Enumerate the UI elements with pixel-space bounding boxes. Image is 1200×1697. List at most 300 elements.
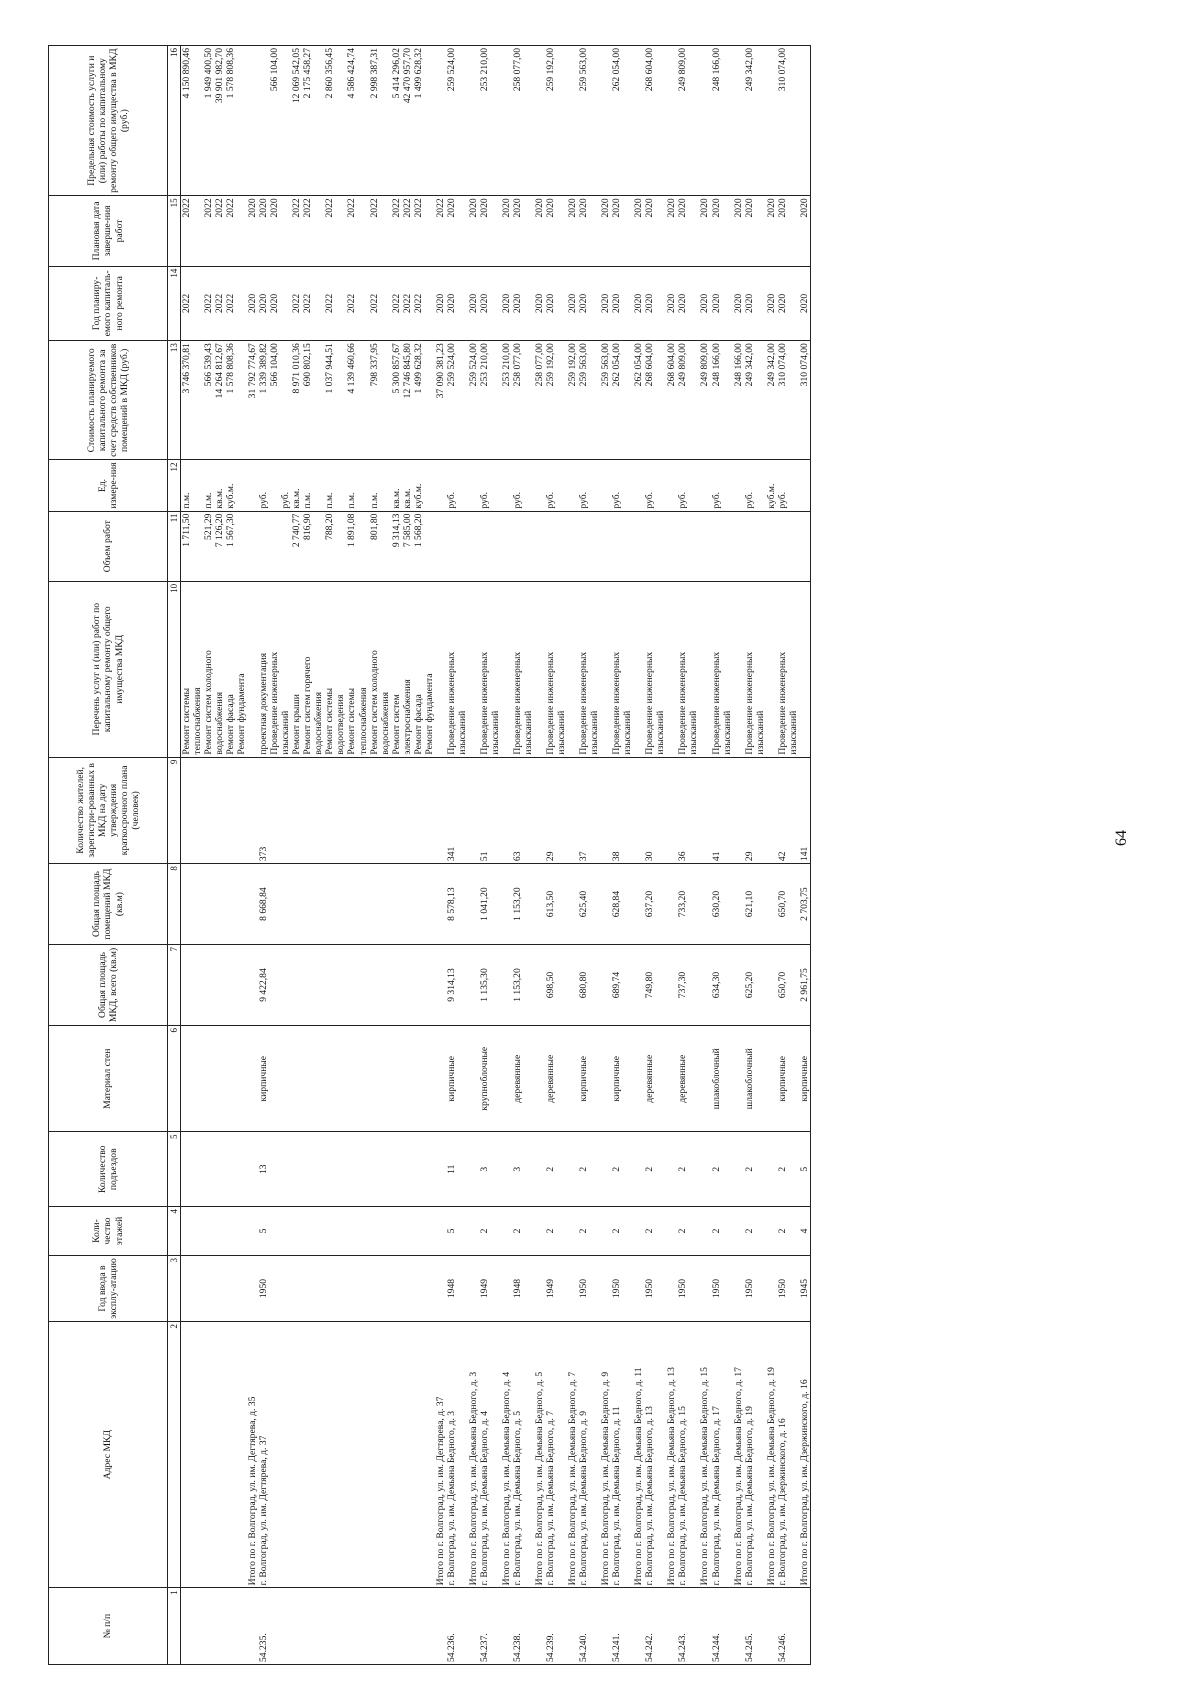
work-list-cell: Проведение инженерных изысканий <box>611 581 633 757</box>
residents-cell <box>699 757 710 864</box>
column-number: 10 <box>168 581 181 757</box>
column-number: 6 <box>168 1025 181 1132</box>
wall-material-cell <box>534 1025 545 1132</box>
row-number-cell <box>600 1588 611 1665</box>
total-area-cell <box>534 945 545 1026</box>
floors-cell: 4 <box>799 1207 811 1256</box>
repair-year-cell: 2020 <box>699 266 710 341</box>
row-number-cell: 54.239. <box>545 1588 567 1665</box>
table-row <box>446 46 468 1665</box>
limit-cost-cell: 262 054,00 <box>611 46 633 196</box>
wall-material-cell <box>501 1025 512 1132</box>
column-header: Предельная стоимость услуги и (или) работы по капитальному ремонту общего имущества в МКД (руб.) <box>49 46 168 196</box>
unit-cell <box>534 460 545 511</box>
floors-cell <box>666 1207 677 1256</box>
work-volume-cell <box>567 511 578 581</box>
entrances-cell <box>567 1132 578 1207</box>
year-built-cell <box>699 1256 710 1322</box>
premises-area-cell <box>699 864 710 945</box>
completion-date-cell: 2020 <box>600 196 611 266</box>
unit-cell: руб. <box>777 460 799 511</box>
cost-cell: 248 166,00 <box>733 341 744 460</box>
address-cell: г. Волгоград, ул. им. Демьяна Бедного, д. 17 <box>711 1322 733 1588</box>
table-row <box>644 46 666 1665</box>
total-area-cell: 749,80 <box>644 945 666 1026</box>
unit-cell: куб.м. <box>766 460 777 511</box>
premises-area-cell <box>567 864 578 945</box>
wall-material-cell <box>468 1025 479 1132</box>
work-volume-cell <box>733 511 744 581</box>
completion-date-cell: 2020 <box>578 196 600 266</box>
residents-cell: 38 <box>611 757 633 864</box>
premises-area-cell: 650,70 <box>777 864 799 945</box>
cost-cell: 259 192,00 <box>567 341 578 460</box>
completion-date-cell: 2020 <box>545 196 567 266</box>
address-cell: г. Волгоград, ул. им. Демьяна Бедного, д. 3 <box>446 1322 468 1588</box>
work-volume-cell <box>677 511 699 581</box>
work-list-cell: Проведение инженерных изысканий <box>711 581 733 757</box>
repair-year-cell: 2020 <box>545 266 567 341</box>
floors-cell <box>567 1207 578 1256</box>
work-volume-cell <box>699 511 710 581</box>
row-number-cell: 54.245. <box>744 1588 766 1665</box>
entrances-cell: 3 <box>479 1132 501 1207</box>
cost-cell: 268 604,00 <box>644 341 666 460</box>
limit-cost-cell <box>247 46 258 196</box>
premises-area-cell: 637,20 <box>644 864 666 945</box>
rotated-page <box>48 45 1078 1665</box>
year-built-cell <box>435 1256 446 1322</box>
wall-material-cell <box>247 1025 258 1132</box>
year-built-cell <box>600 1256 611 1322</box>
cost-cell: 258 077,00 <box>534 341 545 460</box>
unit-cell <box>799 460 811 511</box>
address-cell <box>181 1322 248 1588</box>
wall-material-cell <box>567 1025 578 1132</box>
total-area-cell <box>247 945 258 1026</box>
completion-date-cell: 2020 <box>644 196 666 266</box>
completion-date-cell: 2020 <box>479 196 501 266</box>
total-area-cell: 9 422,84 <box>258 945 435 1026</box>
floors-cell <box>247 1207 258 1256</box>
floors-cell: 5 <box>258 1207 435 1256</box>
column-header: Материал стен <box>49 1025 168 1132</box>
work-list-cell <box>600 581 611 757</box>
residents-cell: 63 <box>512 757 534 864</box>
year-built-cell <box>534 1256 545 1322</box>
table-row <box>766 46 777 1665</box>
wall-material-cell: кирпичные <box>258 1025 435 1132</box>
cost-cell: 262 054,00 <box>611 341 633 460</box>
work-list-cell: Проведение инженерных изысканий <box>512 581 534 757</box>
work-list-cell: проектная документация Проведение инженерных изысканий Ремонт крыши Ремонт систем горячего водоснабжения Ремонт системы водоотведения Ремонт системы теплоснабжения Ремонт систем холодного водоснабжения Ремонт систем электроснабжения Ремонт фасада Ремонт фундамента <box>258 581 435 757</box>
column-number: 4 <box>168 1207 181 1256</box>
limit-cost-cell: 249 342,00 <box>744 46 766 196</box>
column-number: 16 <box>168 46 181 196</box>
entrances-cell: 2 <box>744 1132 766 1207</box>
address-cell: г. Волгоград, ул. им. Дзержинского, д. 16 <box>777 1322 799 1588</box>
premises-area-cell <box>666 864 677 945</box>
completion-date-cell: 2020 <box>247 196 258 266</box>
address-cell: г. Волгоград, ул. им. Демьяна Бедного, д. 9 <box>578 1322 600 1588</box>
repair-year-cell: 2020 <box>247 266 258 341</box>
wall-material-cell: деревянные <box>545 1025 567 1132</box>
table-row <box>468 46 479 1665</box>
row-number-cell: 54.244. <box>711 1588 733 1665</box>
address-cell: Итого по г. Волгоград, ул. им. Демьяна Бедного, д. 11 <box>633 1322 644 1588</box>
column-number: 7 <box>168 945 181 1026</box>
capital-repair-table <box>48 45 811 1665</box>
residents-cell: 41 <box>711 757 733 864</box>
cost-cell: 249 342,00 <box>744 341 766 460</box>
unit-cell <box>633 460 644 511</box>
residents-cell: 341 <box>446 757 468 864</box>
column-header: Плановая дата заверше-ния работ <box>49 196 168 266</box>
premises-area-cell <box>534 864 545 945</box>
completion-date-cell: 2022 <box>435 196 446 266</box>
premises-area-cell <box>181 864 248 945</box>
table-row <box>258 46 435 1665</box>
entrances-cell <box>468 1132 479 1207</box>
limit-cost-cell: 4 150 890,46 1 949 400,50 39 901 982,70 1 578 808,36 <box>181 46 248 196</box>
work-list-cell: Проведение инженерных изысканий <box>677 581 699 757</box>
work-list-cell: Проведение инженерных изысканий <box>777 581 799 757</box>
work-volume-cell: 2 740,77 816,90 788,20 1 891,08 801,80 9 314,13 7 585,00 1 568,20 <box>258 511 435 581</box>
unit-cell <box>600 460 611 511</box>
repair-year-cell: 2020 <box>666 266 677 341</box>
cost-cell: 249 342,00 <box>766 341 777 460</box>
table-body <box>181 46 811 1665</box>
column-header: Год ввода в эксплу-атацию <box>49 1256 168 1322</box>
year-built-cell: 1948 <box>512 1256 534 1322</box>
repair-year-cell: 2020 <box>711 266 733 341</box>
limit-cost-cell <box>633 46 644 196</box>
entrances-cell: 2 <box>578 1132 600 1207</box>
table-row <box>600 46 611 1665</box>
total-area-cell <box>468 945 479 1026</box>
cost-cell: 259 524,00 <box>468 341 479 460</box>
column-header: Адрес МКД <box>49 1322 168 1588</box>
repair-year-cell: 2020 <box>633 266 644 341</box>
work-list-cell: Проведение инженерных изысканий <box>545 581 567 757</box>
cost-cell: 37 090 381,23 <box>435 341 446 460</box>
table-row <box>479 46 501 1665</box>
row-number-cell <box>468 1588 479 1665</box>
work-list-cell <box>247 581 258 757</box>
year-built-cell <box>181 1256 248 1322</box>
limit-cost-cell: 259 192,00 <box>545 46 567 196</box>
entrances-cell <box>766 1132 777 1207</box>
entrances-cell: 2 <box>545 1132 567 1207</box>
floors-cell: 2 <box>512 1207 534 1256</box>
year-built-cell: 1950 <box>578 1256 600 1322</box>
total-area-cell: 1 135,30 <box>479 945 501 1026</box>
total-area-cell: 680,80 <box>578 945 600 1026</box>
column-number: 13 <box>168 341 181 460</box>
completion-date-cell: 2020 <box>677 196 699 266</box>
wall-material-cell <box>181 1025 248 1132</box>
floors-cell: 2 <box>711 1207 733 1256</box>
entrances-cell: 11 <box>446 1132 468 1207</box>
column-number: 3 <box>168 1256 181 1322</box>
work-list-cell: Проведение инженерных изысканий <box>479 581 501 757</box>
limit-cost-cell <box>733 46 744 196</box>
repair-year-cell: 2020 <box>468 266 479 341</box>
premises-area-cell <box>435 864 446 945</box>
entrances-cell <box>501 1132 512 1207</box>
table-row <box>578 46 600 1665</box>
completion-date-cell: 2020 <box>744 196 766 266</box>
address-cell: г. Волгоград, ул. им. Демьяна Бедного, д. 11 <box>611 1322 633 1588</box>
address-cell: Итого по г. Волгоград, ул. им. Дегтярева, д. 37 <box>435 1322 446 1588</box>
row-number-cell: 54.238. <box>512 1588 534 1665</box>
floors-cell <box>534 1207 545 1256</box>
work-volume-cell <box>512 511 534 581</box>
premises-area-cell: 2 703,75 <box>799 864 811 945</box>
limit-cost-cell: 249 809,00 <box>677 46 699 196</box>
column-number: 14 <box>168 266 181 341</box>
limit-cost-cell <box>435 46 446 196</box>
floors-cell: 2 <box>744 1207 766 1256</box>
limit-cost-cell: 259 563,00 <box>578 46 600 196</box>
repair-year-cell: 2022 2022 2022 2022 <box>181 266 248 341</box>
wall-material-cell: шлакоблочный <box>711 1025 733 1132</box>
floors-cell <box>181 1207 248 1256</box>
entrances-cell <box>247 1132 258 1207</box>
cost-cell: 31 792 774,67 <box>247 341 258 460</box>
floors-cell: 2 <box>479 1207 501 1256</box>
entrances-cell: 13 <box>258 1132 435 1207</box>
floors-cell: 2 <box>545 1207 567 1256</box>
row-number-cell: 54.237. <box>479 1588 501 1665</box>
wall-material-cell: шлакоблочный <box>744 1025 766 1132</box>
residents-cell <box>600 757 611 864</box>
work-list-cell: Проведение инженерных изысканий <box>744 581 766 757</box>
row-number-cell: 54.236. <box>446 1588 468 1665</box>
residents-cell <box>733 757 744 864</box>
address-cell: Итого по г. Волгоград, ул. им. Демьяна Бедного, д. 5 <box>534 1322 545 1588</box>
table-header <box>49 46 181 1665</box>
completion-date-cell: 2020 2020 2022 2022 2022 2022 2022 2022 2022 2022 <box>258 196 435 266</box>
work-volume-cell <box>600 511 611 581</box>
wall-material-cell <box>766 1025 777 1132</box>
total-area-cell <box>666 945 677 1026</box>
table-row <box>777 46 799 1665</box>
unit-cell: руб. <box>611 460 633 511</box>
completion-date-cell: 2020 <box>799 196 811 266</box>
premises-area-cell: 1 153,20 <box>512 864 534 945</box>
address-cell: г. Волгоград, ул. им. Демьяна Бедного, д. 5 <box>512 1322 534 1588</box>
total-area-cell: 634,30 <box>711 945 733 1026</box>
residents-cell: 29 <box>545 757 567 864</box>
premises-area-cell: 630,20 <box>711 864 733 945</box>
table-row <box>633 46 644 1665</box>
table-row <box>744 46 766 1665</box>
wall-material-cell <box>666 1025 677 1132</box>
row-number-cell <box>766 1588 777 1665</box>
work-list-cell <box>501 581 512 757</box>
residents-cell <box>247 757 258 864</box>
work-list-cell <box>766 581 777 757</box>
cost-cell: 259 192,00 <box>545 341 567 460</box>
work-list-cell: Ремонт системы теплоснабжения Ремонт систем холодного водоснабжения Ремонт фасада Ремонт фундамента <box>181 581 248 757</box>
completion-date-cell: 2020 <box>633 196 644 266</box>
row-number-cell <box>666 1588 677 1665</box>
table-row <box>799 46 811 1665</box>
unit-cell: руб. <box>479 460 501 511</box>
unit-cell: руб. <box>578 460 600 511</box>
entrances-cell: 2 <box>644 1132 666 1207</box>
unit-cell <box>699 460 710 511</box>
address-cell: г. Волгоград, ул. им. Демьяна Бедного, д. 15 <box>677 1322 699 1588</box>
row-number-cell <box>633 1588 644 1665</box>
cost-cell: 3 746 370,81 566 539,43 14 264 812,67 1 578 808,36 <box>181 341 248 460</box>
completion-date-cell: 2020 <box>699 196 710 266</box>
cost-cell: 253 210,00 <box>501 341 512 460</box>
entrances-cell: 2 <box>711 1132 733 1207</box>
address-cell: Итого по г. Волгоград, ул. им. Демьяна Бедного, д. 15 <box>699 1322 710 1588</box>
work-list-cell: Проведение инженерных изысканий <box>644 581 666 757</box>
table-row <box>666 46 677 1665</box>
repair-year-cell: 2020 <box>777 266 799 341</box>
total-area-cell: 737,30 <box>677 945 699 1026</box>
row-number-cell: 54.246. <box>777 1588 799 1665</box>
completion-date-cell: 2020 <box>534 196 545 266</box>
total-area-cell <box>567 945 578 1026</box>
table-row <box>181 46 248 1665</box>
completion-date-cell: 2020 <box>468 196 479 266</box>
table-row <box>534 46 545 1665</box>
year-built-cell: 1950 <box>711 1256 733 1322</box>
total-area-cell <box>435 945 446 1026</box>
repair-year-cell: 2020 2020 2022 2022 2022 2022 2022 2022 2022 2022 <box>258 266 435 341</box>
repair-year-cell: 2020 <box>677 266 699 341</box>
address-cell: г. Волгоград, ул. им. Дегтярева, д. 37 <box>258 1322 435 1588</box>
residents-cell <box>666 757 677 864</box>
row-number-cell <box>567 1588 578 1665</box>
floors-cell: 2 <box>677 1207 699 1256</box>
column-number: 11 <box>168 511 181 581</box>
column-header: Год планиру-емого капиталь-ного ремонта <box>49 266 168 341</box>
year-built-cell: 1948 <box>446 1256 468 1322</box>
completion-date-cell: 2020 <box>777 196 799 266</box>
work-list-cell: Проведение инженерных изысканий <box>446 581 468 757</box>
page-number: 64 <box>1113 830 1130 846</box>
premises-area-cell <box>468 864 479 945</box>
entrances-cell <box>699 1132 710 1207</box>
year-built-cell <box>766 1256 777 1322</box>
total-area-cell <box>699 945 710 1026</box>
cost-cell: 1 339 389,82 566 104,00 8 971 010,36 690 802,15 1 037 944,51 4 139 460,66 798 337,95 5 300 857,67 12 746 845,80 1 499 628,32 <box>258 341 435 460</box>
cost-cell: 262 054,00 <box>633 341 644 460</box>
entrances-cell: 2 <box>777 1132 799 1207</box>
year-built-cell: 1949 <box>545 1256 567 1322</box>
column-header: Общая площадь помещений МКД (кв.м) <box>49 864 168 945</box>
row-number-cell <box>733 1588 744 1665</box>
year-built-cell <box>666 1256 677 1322</box>
work-volume-cell <box>578 511 600 581</box>
unit-cell <box>501 460 512 511</box>
row-number-cell <box>501 1588 512 1665</box>
address-cell: Итого по г. Волгоград, ул. им. Дзержинского, д. 16 <box>799 1322 811 1588</box>
limit-cost-cell <box>799 46 811 196</box>
residents-cell <box>633 757 644 864</box>
total-area-cell <box>181 945 248 1026</box>
year-built-cell <box>733 1256 744 1322</box>
residents-cell: 37 <box>578 757 600 864</box>
repair-year-cell: 2020 <box>501 266 512 341</box>
row-number-cell <box>435 1588 446 1665</box>
repair-year-cell: 2020 <box>766 266 777 341</box>
address-cell: Итого по г. Волгоград, ул. им. Демьяна Бедного, д. 4 <box>501 1322 512 1588</box>
unit-cell: руб. руб. кв.м. п.м. п.м. п.м. п.м. кв.м. кв.м. куб.м. <box>258 460 435 511</box>
work-volume-cell <box>644 511 666 581</box>
cost-cell: 248 166,00 <box>711 341 733 460</box>
unit-cell <box>435 460 446 511</box>
row-number-cell <box>699 1588 710 1665</box>
address-cell: г. Волгоград, ул. им. Демьяна Бедного, д. 4 <box>479 1322 501 1588</box>
premises-area-cell <box>766 864 777 945</box>
wall-material-cell: деревянные <box>644 1025 666 1132</box>
completion-date-cell: 2020 <box>766 196 777 266</box>
entrances-cell: 2 <box>611 1132 633 1207</box>
column-number: 5 <box>168 1132 181 1207</box>
repair-year-cell: 2020 <box>744 266 766 341</box>
limit-cost-cell: 248 166,00 <box>711 46 733 196</box>
completion-date-cell: 2020 <box>711 196 733 266</box>
premises-area-cell: 625,40 <box>578 864 600 945</box>
address-cell: Итого по г. Волгоград, ул. им. Демьяна Бедного, д. 7 <box>567 1322 578 1588</box>
wall-material-cell <box>699 1025 710 1132</box>
work-list-cell <box>468 581 479 757</box>
premises-area-cell: 621,10 <box>744 864 766 945</box>
column-header: Ед. измере-ния <box>49 460 168 511</box>
year-built-cell <box>633 1256 644 1322</box>
repair-year-cell: 2020 <box>733 266 744 341</box>
work-volume-cell <box>534 511 545 581</box>
work-volume-cell <box>633 511 644 581</box>
completion-date-cell: 2020 <box>666 196 677 266</box>
residents-cell <box>501 757 512 864</box>
completion-date-cell: 2022 2022 2022 2022 <box>181 196 248 266</box>
unit-cell <box>247 460 258 511</box>
entrances-cell <box>435 1132 446 1207</box>
address-cell: г. Волгоград, ул. им. Демьяна Бедного, д. 19 <box>744 1322 766 1588</box>
address-cell: Итого по г. Волгоград, ул. им. Демьяна Бедного, д. 17 <box>733 1322 744 1588</box>
year-built-cell <box>501 1256 512 1322</box>
work-volume-cell <box>501 511 512 581</box>
residents-cell: 373 <box>258 757 435 864</box>
residents-cell: 42 <box>777 757 799 864</box>
wall-material-cell <box>435 1025 446 1132</box>
unit-cell <box>733 460 744 511</box>
cost-cell: 259 563,00 <box>578 341 600 460</box>
column-header: Коли-чество этажей <box>49 1207 168 1256</box>
table-row <box>711 46 733 1665</box>
work-list-cell <box>567 581 578 757</box>
work-volume-cell <box>666 511 677 581</box>
floors-cell <box>699 1207 710 1256</box>
total-area-cell <box>501 945 512 1026</box>
unit-cell: руб. <box>711 460 733 511</box>
wall-material-cell: кирпичные <box>777 1025 799 1132</box>
year-built-cell <box>247 1256 258 1322</box>
entrances-cell <box>534 1132 545 1207</box>
table-row <box>247 46 258 1665</box>
total-area-cell: 9 314,13 <box>446 945 468 1026</box>
table-row <box>733 46 744 1665</box>
wall-material-cell: кирпичные <box>578 1025 600 1132</box>
